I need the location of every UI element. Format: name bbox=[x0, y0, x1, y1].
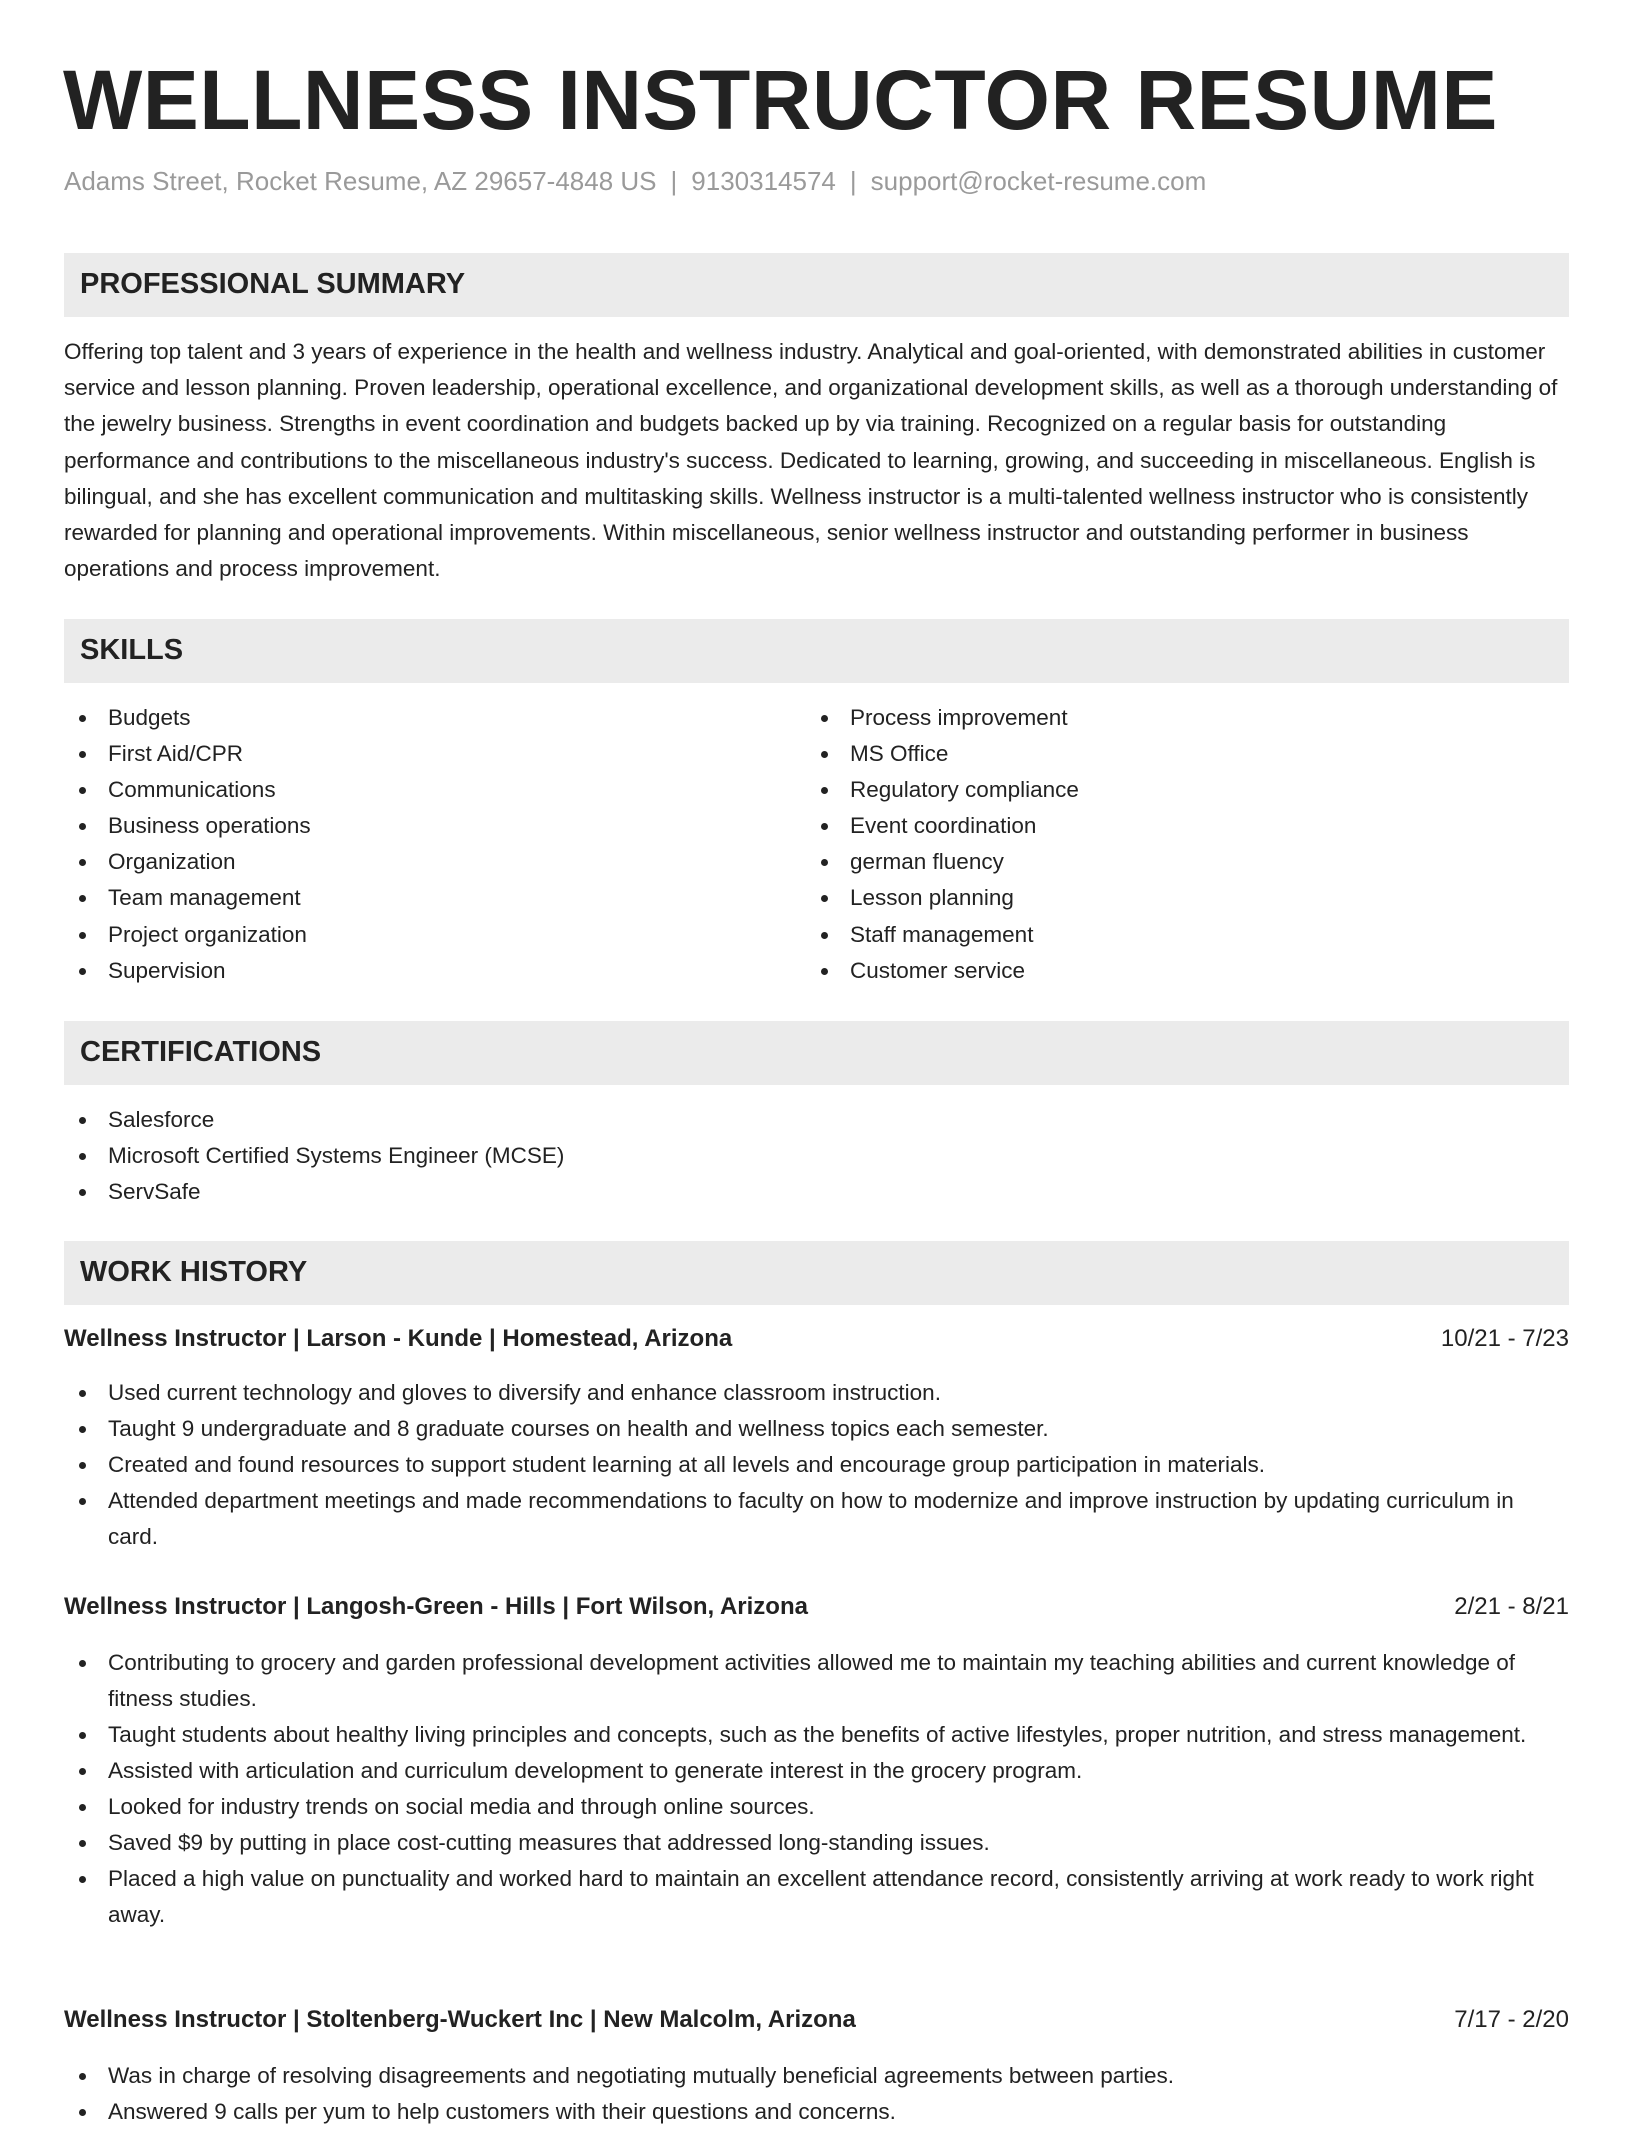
skill-item: Organization bbox=[64, 844, 784, 880]
job-title: Wellness Instructor | Stoltenberg-Wuckert Inc | New Malcolm, Arizona bbox=[64, 2006, 856, 2033]
skill-item: Project organization bbox=[64, 917, 784, 953]
job-dates: 2/21 - 8/21 bbox=[1454, 1593, 1569, 1620]
job-bullet: Saved $9 by putting in place cost-cutting measures that addressed long-standing issues. bbox=[64, 1825, 1569, 1861]
skill-item: MS Office bbox=[806, 736, 1526, 772]
job-bullet: Created and found resources to support student learning at all levels and encourage group participation in materials. bbox=[64, 1447, 1569, 1483]
contact-separator: | bbox=[849, 166, 857, 196]
skill-item: Customer service bbox=[806, 953, 1526, 989]
summary-heading: PROFESSIONAL SUMMARY bbox=[80, 268, 466, 300]
job-bullet: Looked for industry trends on social media and through online sources. bbox=[64, 1789, 1569, 1825]
contact-line bbox=[64, 166, 1206, 197]
certifications-list bbox=[64, 1102, 1569, 1210]
skill-item: Business operations bbox=[64, 808, 784, 844]
contact-separator: | bbox=[670, 166, 678, 196]
job-bullet: Taught students about healthy living principles and concepts, such as the benefits of active lifestyles, proper nutrition, and stress management. bbox=[64, 1717, 1569, 1753]
job-title: Wellness Instructor | Langosh-Green - Hills | Fort Wilson, Arizona bbox=[64, 1593, 808, 1620]
skill-item: Lesson planning bbox=[806, 880, 1526, 916]
job-dates: 10/21 - 7/23 bbox=[1440, 1325, 1569, 1352]
job-bullet: Attended department meetings and made recommendations to faculty on how to modernize and improve instruction by updating curriculum in card. bbox=[64, 1483, 1569, 1555]
job-title: Wellness Instructor | Larson - Kunde | Homestead, Arizona bbox=[64, 1325, 733, 1352]
skill-item: Supervision bbox=[64, 953, 784, 989]
certifications-section-header bbox=[64, 1021, 1569, 1085]
skill-item: Regulatory compliance bbox=[806, 772, 1526, 808]
skills-heading: SKILLS bbox=[80, 634, 184, 666]
job-bullet: Taught 9 undergraduate and 8 graduate courses on health and wellness topics each semester. bbox=[64, 1411, 1569, 1447]
skill-item: First Aid/CPR bbox=[64, 736, 784, 772]
job-bullet: Contributing to grocery and garden professional development activities allowed me to maintain my teaching abilities and current knowledge of fitness studies. bbox=[64, 1645, 1569, 1717]
job-header bbox=[64, 1593, 1569, 1627]
skill-item: german fluency bbox=[806, 844, 1526, 880]
job-bullets bbox=[64, 1645, 1569, 1933]
certification-item: Salesforce bbox=[64, 1102, 1569, 1138]
work-heading: WORK HISTORY bbox=[80, 1256, 308, 1288]
job-bullet: Placed a high value on punctuality and worked hard to maintain an excellent attendance record, consistently arriving at work ready to work right away. bbox=[64, 1861, 1569, 1933]
skill-item: Budgets bbox=[64, 700, 784, 736]
job-header bbox=[64, 1325, 1569, 1359]
job-bullet: Was in charge of resolving disagreements and negotiating mutually beneficial agreements between parties. bbox=[64, 2058, 1569, 2094]
skill-item: Event coordination bbox=[806, 808, 1526, 844]
skill-item: Process improvement bbox=[806, 700, 1526, 736]
resume-title: WELLNESS INSTRUCTOR RESUME bbox=[63, 53, 1498, 147]
skills-section-header bbox=[64, 619, 1569, 683]
skill-item: Team management bbox=[64, 880, 784, 916]
job-bullets bbox=[64, 1375, 1569, 1555]
skill-item: Communications bbox=[64, 772, 784, 808]
contact-phone: 9130314574 bbox=[691, 166, 836, 196]
contact-email: support@rocket-resume.com bbox=[870, 166, 1207, 196]
skill-item: Staff management bbox=[806, 917, 1526, 953]
certifications-heading: CERTIFICATIONS bbox=[80, 1036, 322, 1068]
certification-item: ServSafe bbox=[64, 1174, 1569, 1210]
skills-list-right bbox=[806, 700, 1526, 989]
summary-text: Offering top talent and 3 years of experience in the health and wellness industry. Analytical and goal-oriented, with demonstrated abilities in customer service and lesson planning. Proven leadership, operational excellence, and organizational development skills, as well as a thorough understanding of the jewelry business. Strengths in event coordination and budgets backed up by via training. Recognized on a regular basis for outstanding performance and contributions to the miscellaneous industry's success. Dedicated to learning, growing, and succeeding in miscellaneous. English is bilingual, and she has excellent communication and multitasking skills. Wellness instructor is a multi-talented wellness instructor who is consistently rewarded for planning and operational improvements. Within miscellaneous, senior wellness instructor and outstanding performer in business operations and process improvement. bbox=[64, 339, 1558, 582]
job-bullets bbox=[64, 2058, 1569, 2130]
job-bullet: Assisted with articulation and curriculum development to generate interest in the grocery program. bbox=[64, 1753, 1569, 1789]
skills-list-left bbox=[64, 700, 784, 989]
job-bullet: Answered 9 calls per yum to help customers with their questions and concerns. bbox=[64, 2094, 1569, 2130]
work-section-header bbox=[64, 1241, 1569, 1305]
job-header bbox=[64, 2006, 1569, 2040]
summary-section-header bbox=[64, 253, 1569, 317]
job-bullet: Used current technology and gloves to diversify and enhance classroom instruction. bbox=[64, 1375, 1569, 1411]
contact-address: Adams Street, Rocket Resume, AZ 29657-4848 US bbox=[64, 166, 657, 196]
job-dates: 7/17 - 2/20 bbox=[1454, 2006, 1569, 2033]
certification-item: Microsoft Certified Systems Engineer (MCSE) bbox=[64, 1138, 1569, 1174]
